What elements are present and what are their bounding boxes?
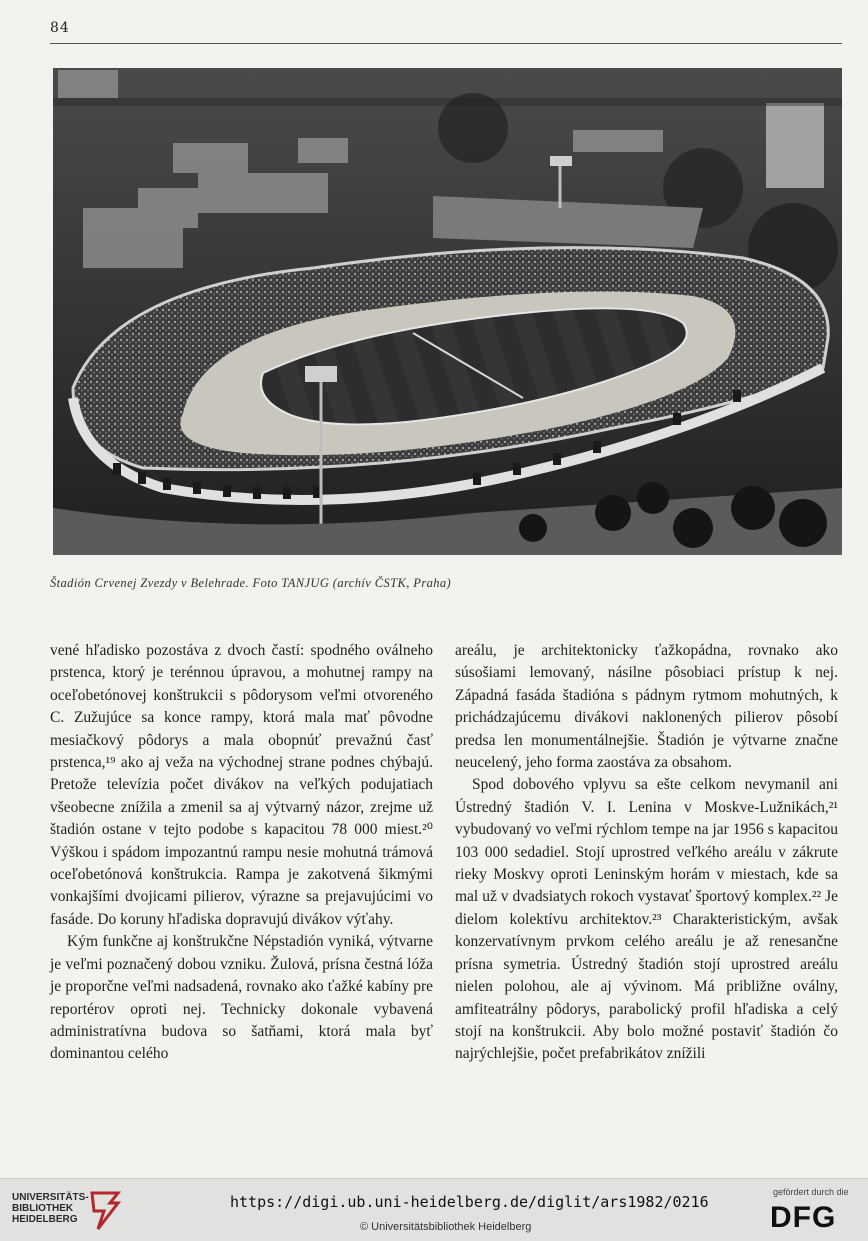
funding-note: gefördert durch die <box>773 1187 849 1197</box>
paragraph: areálu, je architektonicky ťažkopádna, rovnako ako súsošiami lemovaný, násilne pôsobiaci prístup k nej. Západná fasáda štadióna s pádnym rytmom mohutných, k prichádzajúcemu divákovi naklonených pilierov pôsobí predsa len monumentálnejšie. Štadión je výtvarne značne neucelený, jeho forma zaostáva za obsahom. <box>455 642 838 772</box>
logo-line: BIBLIOTHEK <box>12 1203 74 1214</box>
header-rule <box>50 43 842 44</box>
text-column-left <box>50 640 433 1066</box>
permalink-url[interactable]: https://digi.ub.uni-heidelberg.de/diglit/ars1982/0216 <box>230 1193 709 1211</box>
stadium-photo <box>53 68 842 555</box>
footer-bar <box>0 1178 868 1241</box>
university-emblem-icon <box>88 1187 122 1233</box>
logo-line: UNIVERSITÄTS- <box>12 1192 89 1203</box>
copyright-notice: © Universitätsbibliothek Heidelberg <box>360 1221 532 1233</box>
dfg-logo[interactable]: DFG <box>770 1201 837 1234</box>
paragraph: Kým funkčne aj konštrukčne Népstadión vyniká, výtvarne je veľmi poznačený dobou vzniku. Žulová, prísna čestná lóža je proporčne veľmi nadsadená, rovnako ako ťažké kabíny pre reportérov oproti nej. Technicky dokonale vybavená administratívna budova so šatňami, ktorá mala byť dominantou celého <box>50 933 433 1063</box>
text-column-right <box>455 640 838 1066</box>
paragraph: Spod dobového vplyvu sa ešte celkom nevymanil ani Ústredný štadión V. I. Lenina v Moskve-Lužnikách,²¹ vybudovaný vo veľmi rýchlom tempe na jar 1956 s kapacitou 103 000 sedadiel. Stojí uprostred veľkého areálu v zákrute rieky Moskvy oproti Leninským horám v miestach, kde sa mal už v dvadsiatych rokoch vystavať športový komplex.²² Je dielom kolektívu architektov.²³ Charakteristickým, avšak konzervatívnym prvkom celého areálu je až renesančne prísna symetria. Ústredný štadión stojí uprostred areálu nielen polohou, ale aj vývinom. Má približne oválny, amfiteatrálny pôdorys, parabolický profil hľadiska a celý stojí na konštrukcii. Aby bolo možné postaviť štadión čo najrýchlejšie, počet prefabrikátov znížili <box>455 776 838 1063</box>
stadium-photo-icon <box>53 68 842 555</box>
logo-line: HEIDELBERG <box>12 1214 78 1225</box>
university-library-logo[interactable] <box>12 1192 92 1225</box>
figure-caption: Štadión Crvenej Zvezdy v Belehrade. Foto TANJUG (archív ČSTK, Praha) <box>50 576 452 590</box>
page-number: 84 <box>50 20 70 36</box>
paragraph: vené hľadisko pozostáva z dvoch častí: spodného oválneho prstenca, ktorý je terénnou úpravou, a mohutnej rampy na oceľobetónovej konštrukcii s pôdorysom veľmi otvoreného C. Zužujúce sa konce rampy, ktorá mala mať pôvodne mesiačkový pôdorys a mala obopnúť prevažnú časť prstenca,¹⁹ ako aj veža na východnej strane podnes chýbajú. Pretože televízia počet divákov na veľkých podujatiach všeobecne znížila a zmenil sa aj výtvarný názor, zrejme už štadión ostane v tejto podobe s kapacitou 78 000 miest.²⁰ Výškou i spádom impozantnú rampu nesie mohutná trámová oceľobetónová konštrukcia. Rampa je zakotvená šikmými vonkajšími dvojicami pilierov, výrazne sa prejavujúcimi vo fasáde. Do koruny hľadiska dopravujú divákov výťahy. <box>50 642 433 928</box>
